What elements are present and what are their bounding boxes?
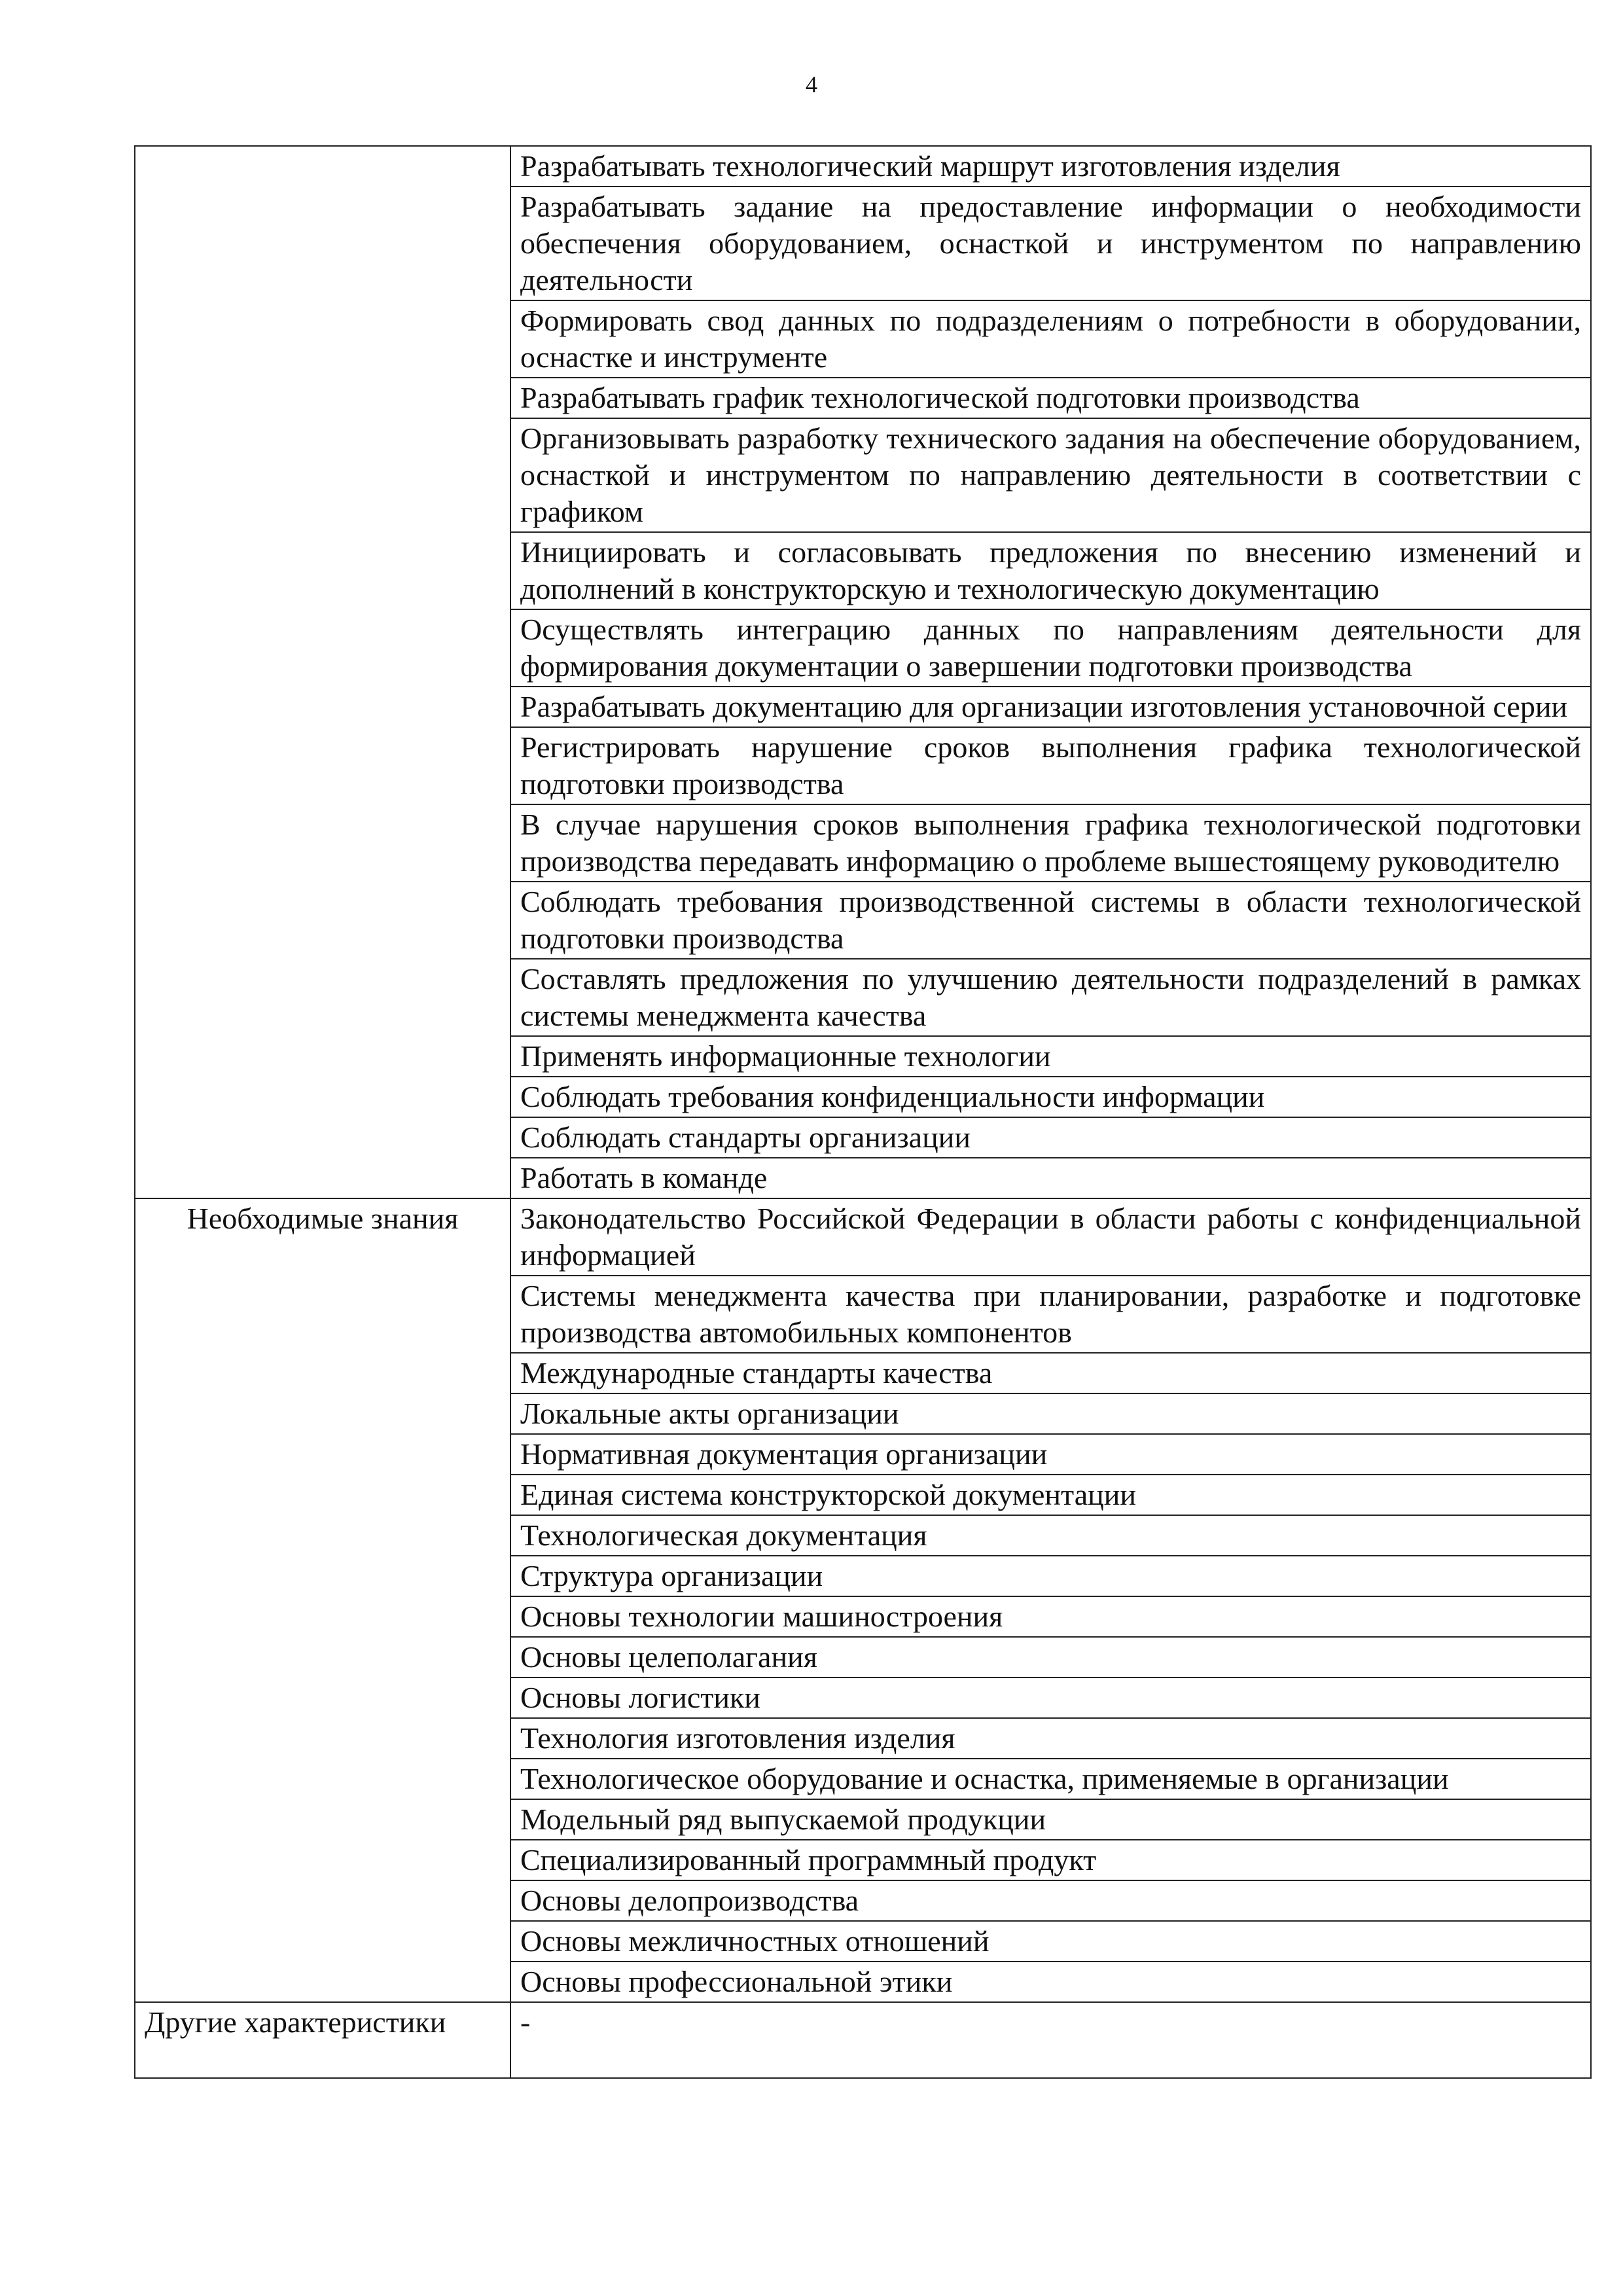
requirements-table bbox=[134, 145, 1592, 2079]
knowledge-item: Структура организации bbox=[510, 1556, 1591, 1596]
skills-label bbox=[135, 146, 510, 1198]
knowledge-item: Основы делопроизводства bbox=[510, 1880, 1591, 1921]
skills-item: Осуществлять интеграцию данных по направлениям деятельности для формирования документации о завершении подготовки производства bbox=[510, 609, 1591, 687]
knowledge-item: Системы менеджмента качества при планировании, разработке и подготовке производства автомобильных компонентов bbox=[510, 1276, 1591, 1353]
knowledge-item: Единая система конструкторской документации bbox=[510, 1475, 1591, 1515]
skills-item: Составлять предложения по улучшению деятельности подразделений в рамках системы менеджмента качества bbox=[510, 959, 1591, 1036]
knowledge-item: Модельный ряд выпускаемой продукции bbox=[510, 1799, 1591, 1840]
skills-item: Соблюдать стандарты организации bbox=[510, 1117, 1591, 1158]
knowledge-item: Нормативная документация организации bbox=[510, 1434, 1591, 1475]
skills-item: Разрабатывать технологический маршрут изготовления изделия bbox=[510, 146, 1591, 187]
knowledge-item: Законодательство Российской Федерации в области работы с конфиденциальной информацией bbox=[510, 1198, 1591, 1276]
skills-item: Работать в команде bbox=[510, 1158, 1591, 1198]
skills-item: Инициировать и согласовывать предложения по внесению изменений и дополнений в конструкторскую и технологическую документацию bbox=[510, 532, 1591, 609]
skills-item: Соблюдать требования производственной системы в области технологической подготовки производства bbox=[510, 882, 1591, 959]
page-number: 4 bbox=[806, 71, 817, 98]
skills-item: Организовывать разработку технического задания на обеспечение оборудованием, оснасткой и инструментом по направлению деятельности в соответствии с графиком bbox=[510, 418, 1591, 532]
skills-item: Разрабатывать график технологической подготовки производства bbox=[510, 378, 1591, 418]
skills-item: Применять информационные технологии bbox=[510, 1036, 1591, 1077]
other-value: - bbox=[510, 2002, 1591, 2078]
skills-item: Формировать свод данных по подразделениям о потребности в оборудовании, оснастке и инструменте bbox=[510, 300, 1591, 378]
other-row bbox=[135, 2002, 1591, 2078]
knowledge-item: Технологическое оборудование и оснастка, применяемые в организации bbox=[510, 1759, 1591, 1799]
skills-row bbox=[135, 146, 1591, 187]
knowledge-item: Технологическая документация bbox=[510, 1515, 1591, 1556]
knowledge-item: Технология изготовления изделия bbox=[510, 1718, 1591, 1759]
knowledge-item: Основы целеполагания bbox=[510, 1637, 1591, 1677]
knowledge-item: Основы профессиональной этики bbox=[510, 1962, 1591, 2002]
knowledge-item: Основы межличностных отношений bbox=[510, 1921, 1591, 1962]
skills-item: В случае нарушения сроков выполнения графика технологической подготовки производства передавать информацию о проблеме вышестоящему руководителю bbox=[510, 804, 1591, 882]
skills-item: Регистрировать нарушение сроков выполнения графика технологической подготовки производства bbox=[510, 727, 1591, 804]
knowledge-row bbox=[135, 1198, 1591, 1276]
skills-item: Разрабатывать задание на предоставление информации о необходимости обеспечения оборудованием, оснасткой и инструментом по направлению деятельности bbox=[510, 187, 1591, 300]
knowledge-item: Международные стандарты качества bbox=[510, 1353, 1591, 1393]
other-label: Другие характеристики bbox=[135, 2002, 510, 2078]
skills-item: Соблюдать требования конфиденциальности информации bbox=[510, 1077, 1591, 1117]
skills-item: Разрабатывать документацию для организации изготовления установочной серии bbox=[510, 687, 1591, 727]
knowledge-item: Локальные акты организации bbox=[510, 1393, 1591, 1434]
knowledge-item: Специализированный программный продукт bbox=[510, 1840, 1591, 1880]
knowledge-item: Основы технологии машиностроения bbox=[510, 1596, 1591, 1637]
knowledge-item: Основы логистики bbox=[510, 1677, 1591, 1718]
knowledge-label: Необходимые знания bbox=[135, 1198, 510, 2002]
